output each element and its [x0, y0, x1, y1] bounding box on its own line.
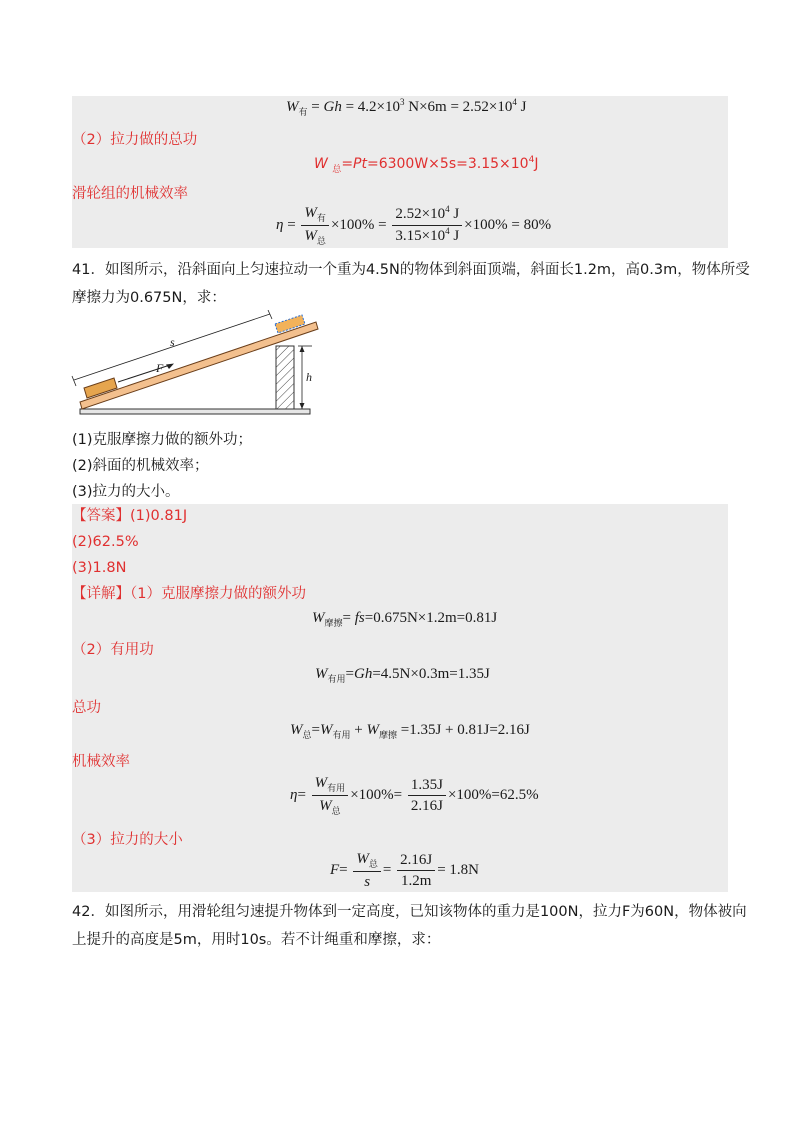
answer-line1	[72, 506, 187, 526]
support-pillar	[276, 346, 294, 409]
label-h: h	[306, 370, 312, 384]
total-work-label: 总功	[72, 700, 101, 716]
equation-useful-work: $W_有 = Gh = 4.2\times 10^3$ $N\times 6m = 2.52\times 10^4$ J	[286, 97, 527, 118]
efficiency-label: 滑轮组的机械效率	[72, 186, 188, 202]
equation-force: F= $\frac{W_总}{s}$ = $\frac{2.16J}{1.2m}$ = 1.8N	[330, 851, 480, 890]
answer-tag: 【答案】	[72, 508, 130, 524]
inclined-plane-figure	[70, 310, 320, 420]
equation-efficiency-41: η= $\frac{W_{有用}}{W_总}$ ×100%= $\frac{1.35J}{2.16J}$ ×100%=62.5%	[290, 775, 539, 817]
equation-friction-work: $W_{摩擦}= fs=0.675N\times 1.2m=0.81J$	[312, 610, 498, 629]
q41-sub2: (2)斜面的机械效率；	[72, 458, 209, 474]
q41-sub1: (1)克服摩擦力做的额外功；	[72, 432, 253, 448]
label-s: s	[170, 335, 175, 349]
efficiency-label-41: 机械效率	[72, 754, 130, 770]
detail-line1	[72, 584, 306, 604]
q42-line1: 42．如图所示，用滑轮组匀速提升物体到一定高度，已知该物体的重力是100N，拉力F为60N，物体被向	[72, 904, 747, 920]
q42-line2: 上提升的高度是5m，用时10s。若不计绳重和摩擦，求：	[72, 932, 441, 948]
detail-tag: 【详解】	[72, 586, 130, 602]
detail-step3: （3）拉力的大小	[72, 832, 183, 848]
q41-line1: 41．如图所示，沿斜面向上匀速拉动一个重为4.5N的物体到斜面顶端，斜面长1.2m，高0.3m，物体所受	[72, 262, 750, 278]
detail-step1: （1）克服摩擦力做的额外功	[130, 586, 306, 602]
detail-step2: （2）有用功	[72, 642, 154, 658]
label-F: F	[156, 361, 164, 375]
equation-total-work-41: $W_总=W_{有用} + W_{摩擦} =1.35J + 0.81J=2.16J$	[290, 722, 530, 741]
ground-base	[80, 409, 310, 414]
answer-3: (3)1.8N	[72, 560, 127, 576]
answer-2: (2)62.5%	[72, 534, 139, 550]
q41-line2: 摩擦力为0.675N，求：	[72, 290, 226, 306]
step2-label: （2）拉力做的总功	[72, 132, 198, 148]
equation-total-work: W $_总=Pt=6300W\times 5s=3.15\times 10^4J$	[314, 155, 539, 175]
equation-efficiency: η = $\frac{W_有}{W_总}$ ×100% = $\frac{2.52\times 10^4 J}{3.15\times 10^4 J}$ ×100% = 80%	[276, 204, 552, 247]
equation-useful-work-41: $W_{有用}=Gh=4.5N\times 0.3m=1.35J$	[315, 666, 490, 685]
q41-sub3: (3)拉力的大小。	[72, 484, 180, 500]
answer-1: (1)0.81J	[130, 508, 188, 524]
